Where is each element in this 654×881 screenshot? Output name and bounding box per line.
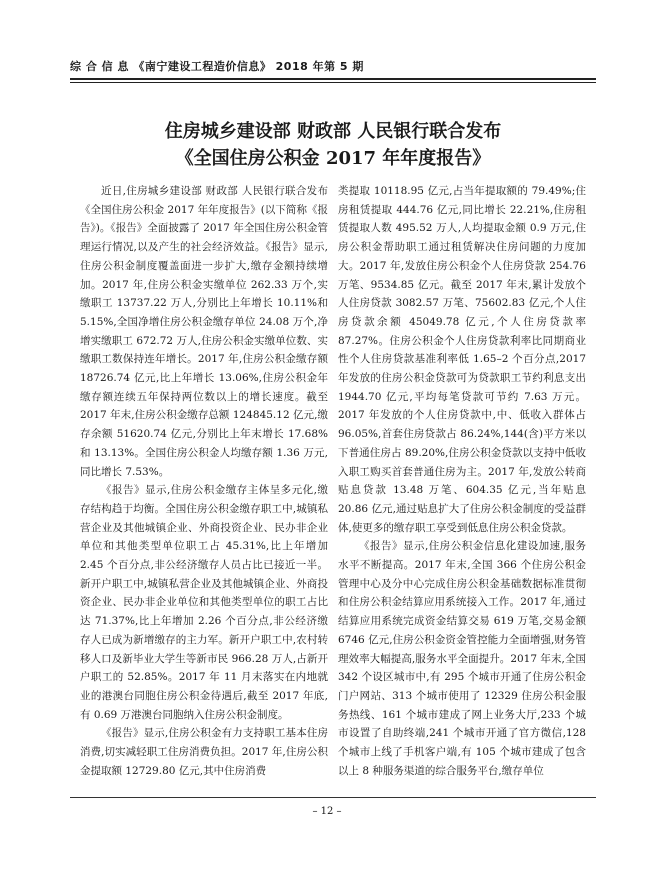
right-column [338, 182, 586, 781]
footer-rule [70, 797, 596, 798]
paragraph: 类提取 10118.95 亿元,占当年提取额的 79.49%;住房租赁提取 444.76 亿元,同比增长 22.21%,住房租赁提取人数 495.52 万人,人均提取金额 0.9 万元,住房公积金帮助职工通过租赁解决住房问题的力度加大。2017 年,发放住房公积金个人住房贷款 254.76 万笔、9534.85 亿元。截至 2017 年末,累计发放个人住房贷款 3082.57 万笔、75602.83 亿元,个人住房贷款余额 45049.78 亿元,个人住房贷款率 87.27%。住房公积金个人住房贷款利率比同期商业性个人住房贷款基准利率低 1.65–2 个百分点,2017 年发放的住房公积金贷款可为贷款职工节约利息支出 1944.70 亿元,平均每笔贷款可节约 7.63 万元。2017 年发放的个人住房贷款中,中、低收入群体占 96.05%,首套住房贷款占 86.24%,144(含)平方米以下普通住房占 89.20%,住房公积金贷款以支持中低收入职工购买首套普通住房为主。2017 年,发放公转商贴息贷款 13.48 万笔、604.35 亿元,当年贴息 20.86 亿元,通过贴息扩大了住房公积金制度的受益群体,使更多的缴存职工享受到低息住房公积金贷款。 [338, 185, 586, 534]
article-title-line-2: 《全国住房公积金 2017 年年度报告》 [175, 148, 491, 169]
paragraph: 《报告》显示,住房公积金缴存主体呈多元化,缴存结构趋于均衡。全国住房公积金缴存职工中,城镇私营企业及其他城镇企业、外商投资企业、民办非企业单位和其他类型单位职工占 45.31%,比上年增加 2.45 个百分点,非公经济缴存人员占比已接近一半。新开户职工中,城镇私营企业及其他城镇企业、外商投资企业、民办非企业单位和其他类型单位的职工占比达 71.37%,比上年增加 2.26 个百分点,非公经济缴存人已成为新增缴存的主力军。新开户职工中,农村转移人口及新毕业大学生等新市民 966.28 万人,占新开户职工的 52.85%。2017 年 11 月末落实在内地就业的港澳台同胞住房公积金待遇后,截至 2017 年底,有 0.69 万港澳台同胞纳入住房公积金制度。 [80, 484, 328, 721]
paragraph: 近日,住房城乡建设部 财政部 人民银行联合发布《全国住房公积金 2017 年年度报告》(以下简称《报告》)。《报告》全面披露了 2017 年全国住房公积金管理运行情况,以及产生的社会经济效益。《报告》显示,住房公积金制度覆盖面进一步扩大,缴存金额持续增加。2017 年,住房公积金实缴单位 262.33 万个,实缴职工 13737.22 万人,分别比上年增长 10.11%和 5.15%,全国净增住房公积金缴存单位 24.08 万个,净增实缴职工 672.72 万人,住房公积金实缴单位数、实缴职工数保持连年增长。2017 年,住房公积金缴存额 18726.74 亿元,比上年增长 13.06%,住房公积金年缴存额连续五年保持两位数以上的增长速度。截至 2017 年末,住房公积金缴存总额 124845.12 亿元,缴存余额 51620.74 亿元,分别比上年末增长 17.68%和 13.13%。全国住房公积金人均缴存额 1.36 万元,同比增长 7.53%。 [80, 185, 328, 478]
header-rule-thin [70, 82, 596, 83]
left-column [80, 182, 328, 781]
page-number: – 12 – [312, 806, 342, 817]
running-header: 综 合 信 息 《南宁建设工程造价信息》 2018 年第 5 期 [70, 60, 364, 73]
article-title-line-1: 住房城乡建设部 财政部 人民银行联合发布 [164, 121, 502, 142]
paragraph: 《报告》显示,住房公积金有力支持职工基本住房消费,切实减轻职工住房消费负担。2017 年,住房公积金提取额 12729.80 亿元,其中住房消费 [80, 727, 328, 777]
header-rule-thick [70, 78, 596, 80]
paragraph: 《报告》显示,住房公积金信息化建设加速,服务水平不断提高。2017 年末,全国 366 个住房公积金管理中心及分中心完成住房公积金基础数据标准贯彻和住房公积金结算应用系统接入工作。2017 年,通过结算应用系统完成资金结算交易 619 万笔,交易金额 6746 亿元,住房公积金资金管控能力全面增强,财务管理效率大幅提高,服务水平全面提升。2017 年末,全国 342 个设区城市中,有 295 个城市开通了住房公积金门户网站、313 个城市使用了 12329 住房公积金服务热线、161 个城市建成了网上业务大厅,233 个城市设置了自助终端,241 个城市开通了官方微信,128 个城市上线了手机客户端,有 105 个城市建成了包含以上 8 种服务渠道的综合服务平台,缴存单位 [338, 540, 586, 777]
